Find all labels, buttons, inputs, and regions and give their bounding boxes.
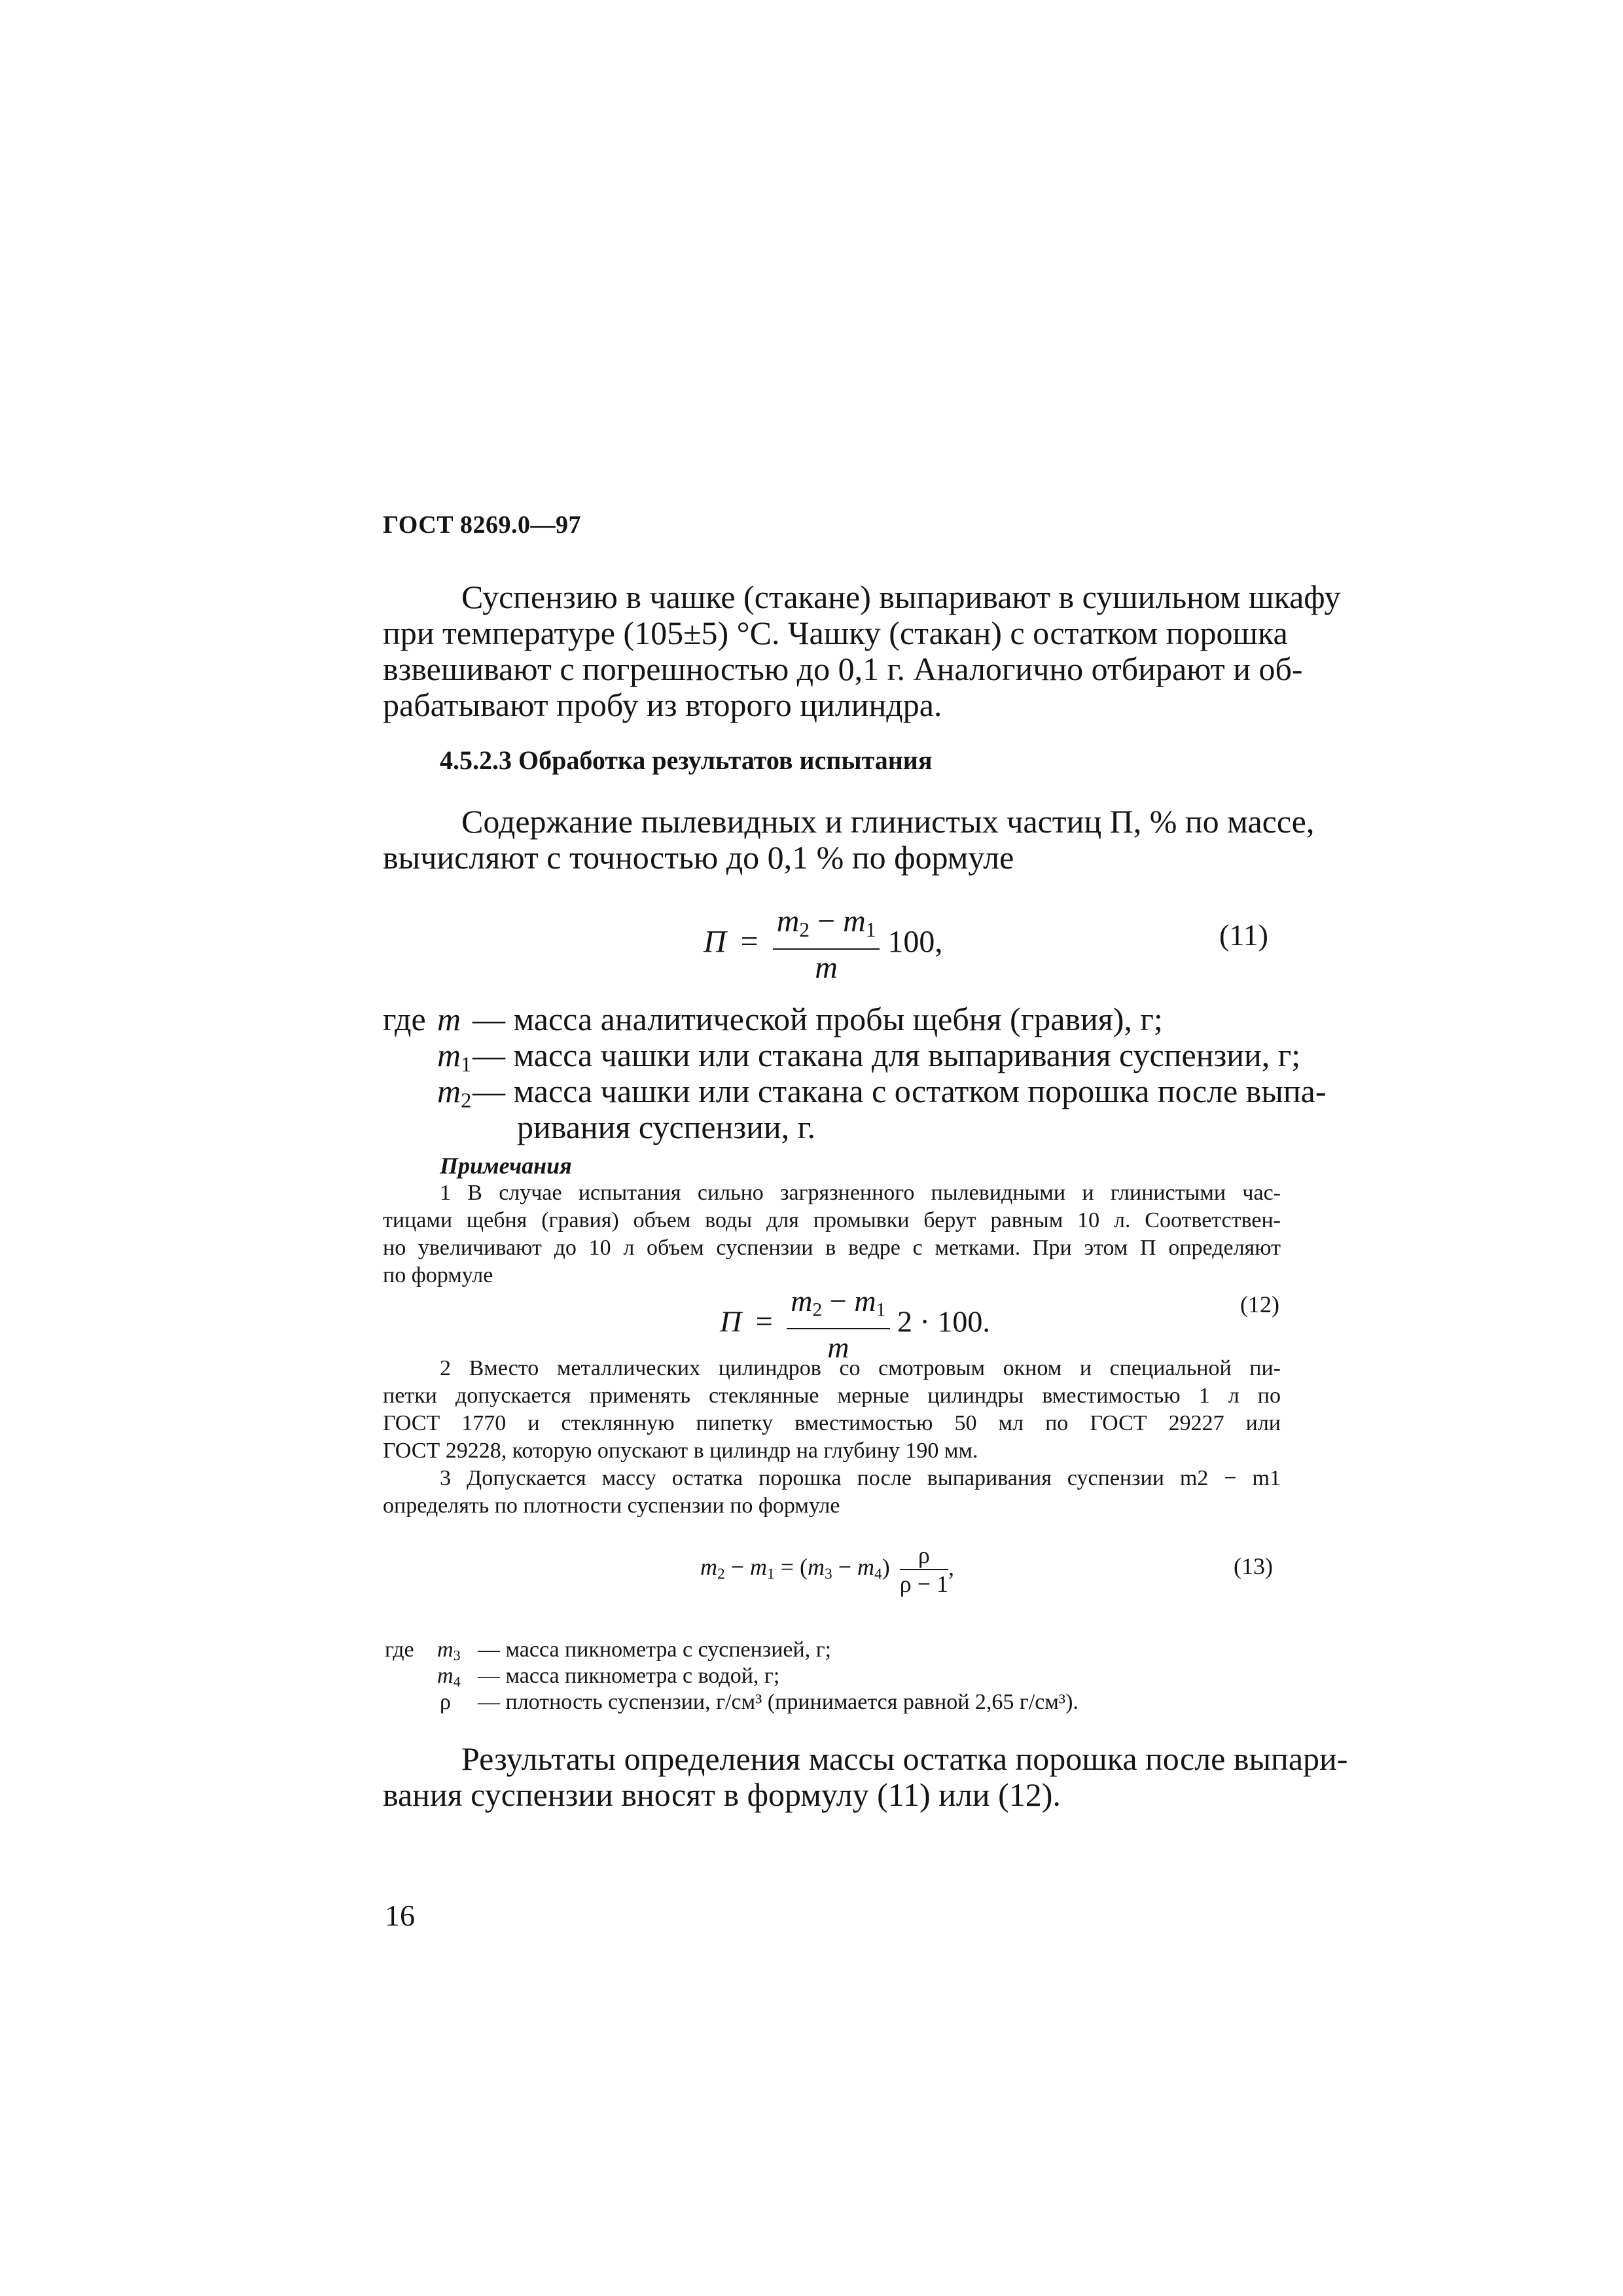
formula-tail: ,	[948, 1554, 955, 1581]
formula-tail: 100,	[887, 924, 943, 960]
where-lead: где	[383, 1001, 426, 1037]
fraction-numerator: $m_2 - m_1$	[787, 1283, 889, 1329]
var-description: — масса аналитической пробы щебня (гравия), г;	[473, 1001, 1163, 1037]
var-description-continued: ривания суспензии, г.	[517, 1109, 815, 1145]
var-symbol: ρ	[440, 1690, 451, 1714]
text-line: взвешивают с погрешностью до 0,1 г. Аналогично отбирают и об-	[383, 651, 1303, 687]
equation-number-13: (13)	[1234, 1553, 1273, 1579]
section-heading: 4.5.2.3 Обработка результатов испытания	[440, 745, 933, 775]
var-description: — плотность суспензии, г/см³ (принимается равной 2,65 г/см³).	[478, 1690, 1079, 1714]
text-line: ГОСТ 29228, которую опускают в цилиндр на глубину 190 мм.	[383, 1439, 978, 1463]
text-line: ГОСТ 1770 и стеклянную пипетку вместимостью 50 мл по ГОСТ 29227 или	[383, 1411, 1281, 1435]
text-line: вания суспензии вносят в формулу (11) или (12).	[383, 1776, 1061, 1813]
formula-13	[700, 1541, 954, 1598]
paragraph-results	[383, 1740, 1348, 1813]
formula-lhs: $m_2 - m_1 = (m_3 - m_4)$	[700, 1554, 896, 1583]
var-symbol: $m_2$	[437, 1073, 472, 1113]
paragraph-content-calc	[383, 803, 1315, 876]
var-symbol: $m_3$	[437, 1638, 461, 1664]
fraction-denominator: m	[815, 950, 838, 985]
text-line: по формуле	[383, 1263, 493, 1287]
text-line: 2 Вместо металлических цилиндров со смотровым окном и специальной пи-	[440, 1356, 1281, 1380]
page-number: 16	[385, 1899, 415, 1932]
note-1	[383, 1179, 1281, 1289]
text-line: Содержание пылевидных и глинистых частиц П, % по массе,	[461, 803, 1315, 840]
fraction-numerator: $m_2 - m_1$	[773, 903, 880, 950]
formula-11	[704, 903, 942, 986]
text-line: Суспензию в чашке (стакане) выпаривают в сушильном шкафу	[461, 579, 1341, 615]
var-description: — масса чашки или стакана с остатком порошка после выпа-	[473, 1073, 1327, 1109]
text-line: петки допускается применять стеклянные мерные цилиндры вместимостью 1 л по	[383, 1384, 1281, 1408]
var-description: — масса пикнометра с водой, г;	[478, 1664, 780, 1688]
formula-tail: 2 · 100.	[897, 1304, 990, 1338]
equals-sign: =	[740, 924, 758, 960]
note-2	[383, 1355, 1281, 1465]
fraction	[900, 1541, 948, 1598]
var-description: — масса пикнометра с суспензией, г;	[478, 1638, 832, 1662]
equation-number-11: (11)	[1219, 918, 1268, 952]
text-line: но увеличивают до 10 л объем суспензии в ведре с метками. При этом П определяют	[383, 1236, 1281, 1260]
text-line: при температуре (105±5) °С. Чашку (стакан) с остатком порошка	[383, 615, 1288, 651]
text-line: вычисляют с точностью до 0,1 % по формуле	[383, 839, 1014, 876]
var-symbol: $m_1$	[437, 1037, 472, 1077]
var-symbol: $m_4$	[437, 1664, 461, 1690]
fraction	[787, 1283, 889, 1366]
paragraph-suspension-drying	[383, 579, 1341, 723]
formula-lhs: П	[720, 1304, 742, 1338]
note-3	[383, 1465, 1281, 1520]
document-header: ГОСТ 8269.0—97	[383, 511, 582, 539]
var-description: — масса чашки или стакана для выпаривания суспензии, г;	[473, 1037, 1301, 1073]
var-symbol: m	[437, 1001, 461, 1037]
fraction	[773, 903, 880, 986]
equals-sign: =	[755, 1304, 773, 1338]
text-line: тицами щебня (гравия) объем воды для промывки берут равным 10 л. Соответствен-	[383, 1208, 1281, 1232]
where-lead: где	[385, 1638, 414, 1662]
fraction-denominator: m	[827, 1331, 849, 1365]
text-line: 1 В случае испытания сильно загрязненного пылевидными и глинистыми час-	[440, 1181, 1281, 1205]
formula-12	[720, 1283, 990, 1366]
text-line: Результаты определения массы остатка порошка после выпари-	[461, 1740, 1348, 1777]
fraction-denominator: ρ − 1	[899, 1571, 949, 1597]
text-line: рабатывают пробу из второго цилиндра.	[383, 687, 942, 723]
text-line: 3 Допускается массу остатка порошка после выпаривания суспензии m2 − m1	[440, 1466, 1281, 1490]
notes-title: Примечания	[440, 1153, 572, 1179]
formula-lhs: П	[704, 924, 726, 960]
text-line: определять по плотности суспензии по формуле	[383, 1494, 840, 1518]
equation-number-12: (12)	[1240, 1291, 1279, 1318]
fraction-numerator: ρ	[900, 1541, 948, 1570]
